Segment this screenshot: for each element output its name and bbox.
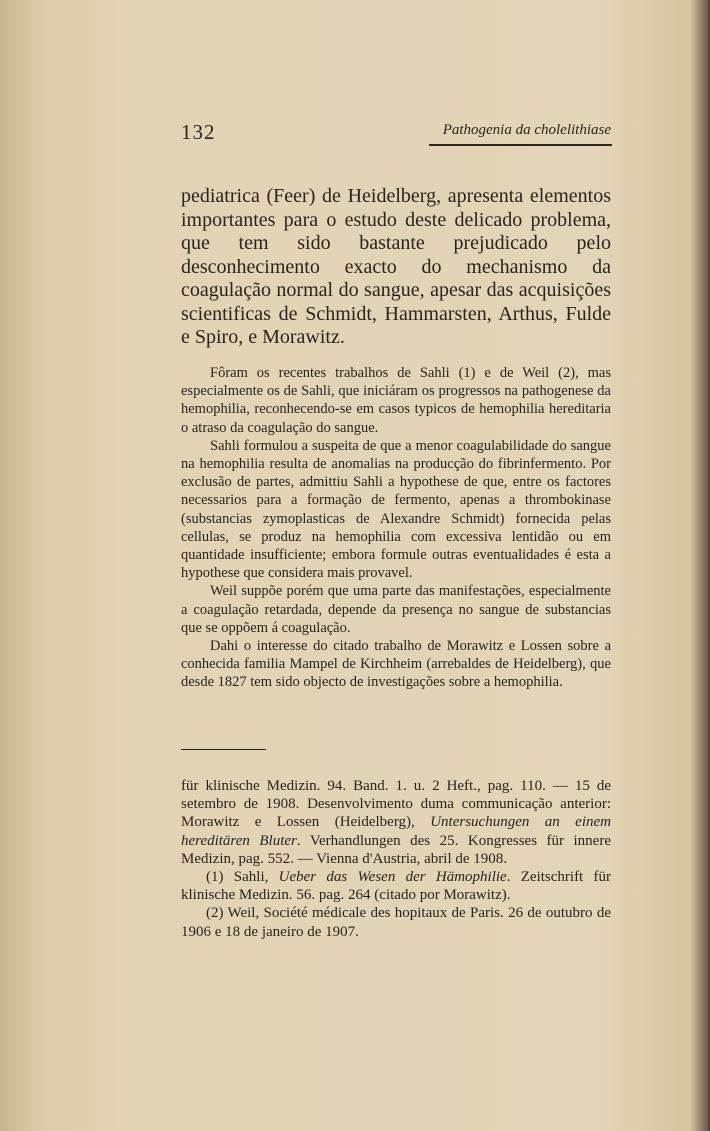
footnote-rule — [181, 749, 266, 750]
page-header — [181, 118, 611, 148]
small-print-section — [181, 364, 611, 692]
footnote-1 — [181, 868, 611, 904]
paragraph-morawitz-lossen: Dahi o interesse do citado trabalho de Morawitz e Lossen sobre a conhecida familia Mampel de Kirchheim (arrebaldes de Heidelberg), que desde 1827 tem sido objecto de investigações sobre a hemophilia. — [181, 638, 611, 691]
page-number: 132 — [181, 120, 216, 144]
paragraph-weil: Weil suppõe porém que uma parte das manifestações, especialmente a coagulação retardada, depende da presença no sangue de substancias que se oppõem á coagulação. — [181, 583, 611, 636]
running-title: Pathogenia da cholelithiase — [442, 122, 611, 138]
footnote-title: Untersuchungen an einem hereditären Bluter — [181, 814, 611, 849]
main-text: pediatrica (Feer) de Heidelberg, apresenta elementos importantes para o estudo deste delicado problema, que tem sido bastante prejudicado pelo desconhecimento exacto do mechanismo da coagulação normal do sangue, apesar das acquisições scientificas de Schmidt, Hammarsten, Arthus, Fulde e Spiro, e Morawitz. — [181, 185, 611, 348]
footnote-text: für klinische Medizin. 94. Band. 1. u. 2 Heft., pag. 110. — 15 de setembro de 1908. Desenvolvimento duma communicação anterior: Morawitz e Lossen (Heidelberg), — [181, 778, 611, 831]
footnote-2: (2) Weil, Société médicale des hopitaux de Paris. 26 de outubro de 1906 e 18 de janeiro de 1907. — [181, 905, 611, 940]
header-rule — [429, 144, 612, 146]
footnote-text: . Verhandlungen des 25. Kongresses für innere Medizin, pag. 552. — Vienna d'Austria, abril de 1908. — [181, 832, 611, 867]
footnotes — [181, 777, 611, 941]
footnote-continuation — [181, 777, 611, 868]
footnote-text: (1) Sahli, — [206, 869, 279, 886]
paragraph-sahli-weil: Fôram os recentes trabalhos de Sahli (1) e de Weil (2), mas especialmente os de Sahli, que iniciáram os progressos na pathogenese da hemophilia, reconhecendo-se em casos typicos de hemophilia hereditaria o atraso da coagulação do sangue. — [181, 365, 611, 436]
paragraph-sahli-hypothesis: Sahli formulou a suspeita de que a menor coagulabilidade do sangue na hemophilia resulta de anomalias na producção do fibrinfermento. Por exclusão de partes, admittiu Sahli a hypothese de que, entre os factores necessarios para a formação de fermento, apenas a thrombokinase (substancias zymoplasticas de Alexandre Schmidt) fornecida pelas cellulas, se produz na hemophilia com excessiva lentidão ou em quantidade insufficiente; embora formule outras eventualidades é esta a hypothese que considera mais provavel. — [181, 437, 611, 582]
main-paragraph — [181, 185, 611, 350]
footnote-text: . Zeitschrift für klinische Medizin. 56. pag. 264 (citado por Morawitz). — [181, 869, 612, 904]
footnote-title: Ueber das Wesen der Hämophilie — [278, 869, 507, 886]
